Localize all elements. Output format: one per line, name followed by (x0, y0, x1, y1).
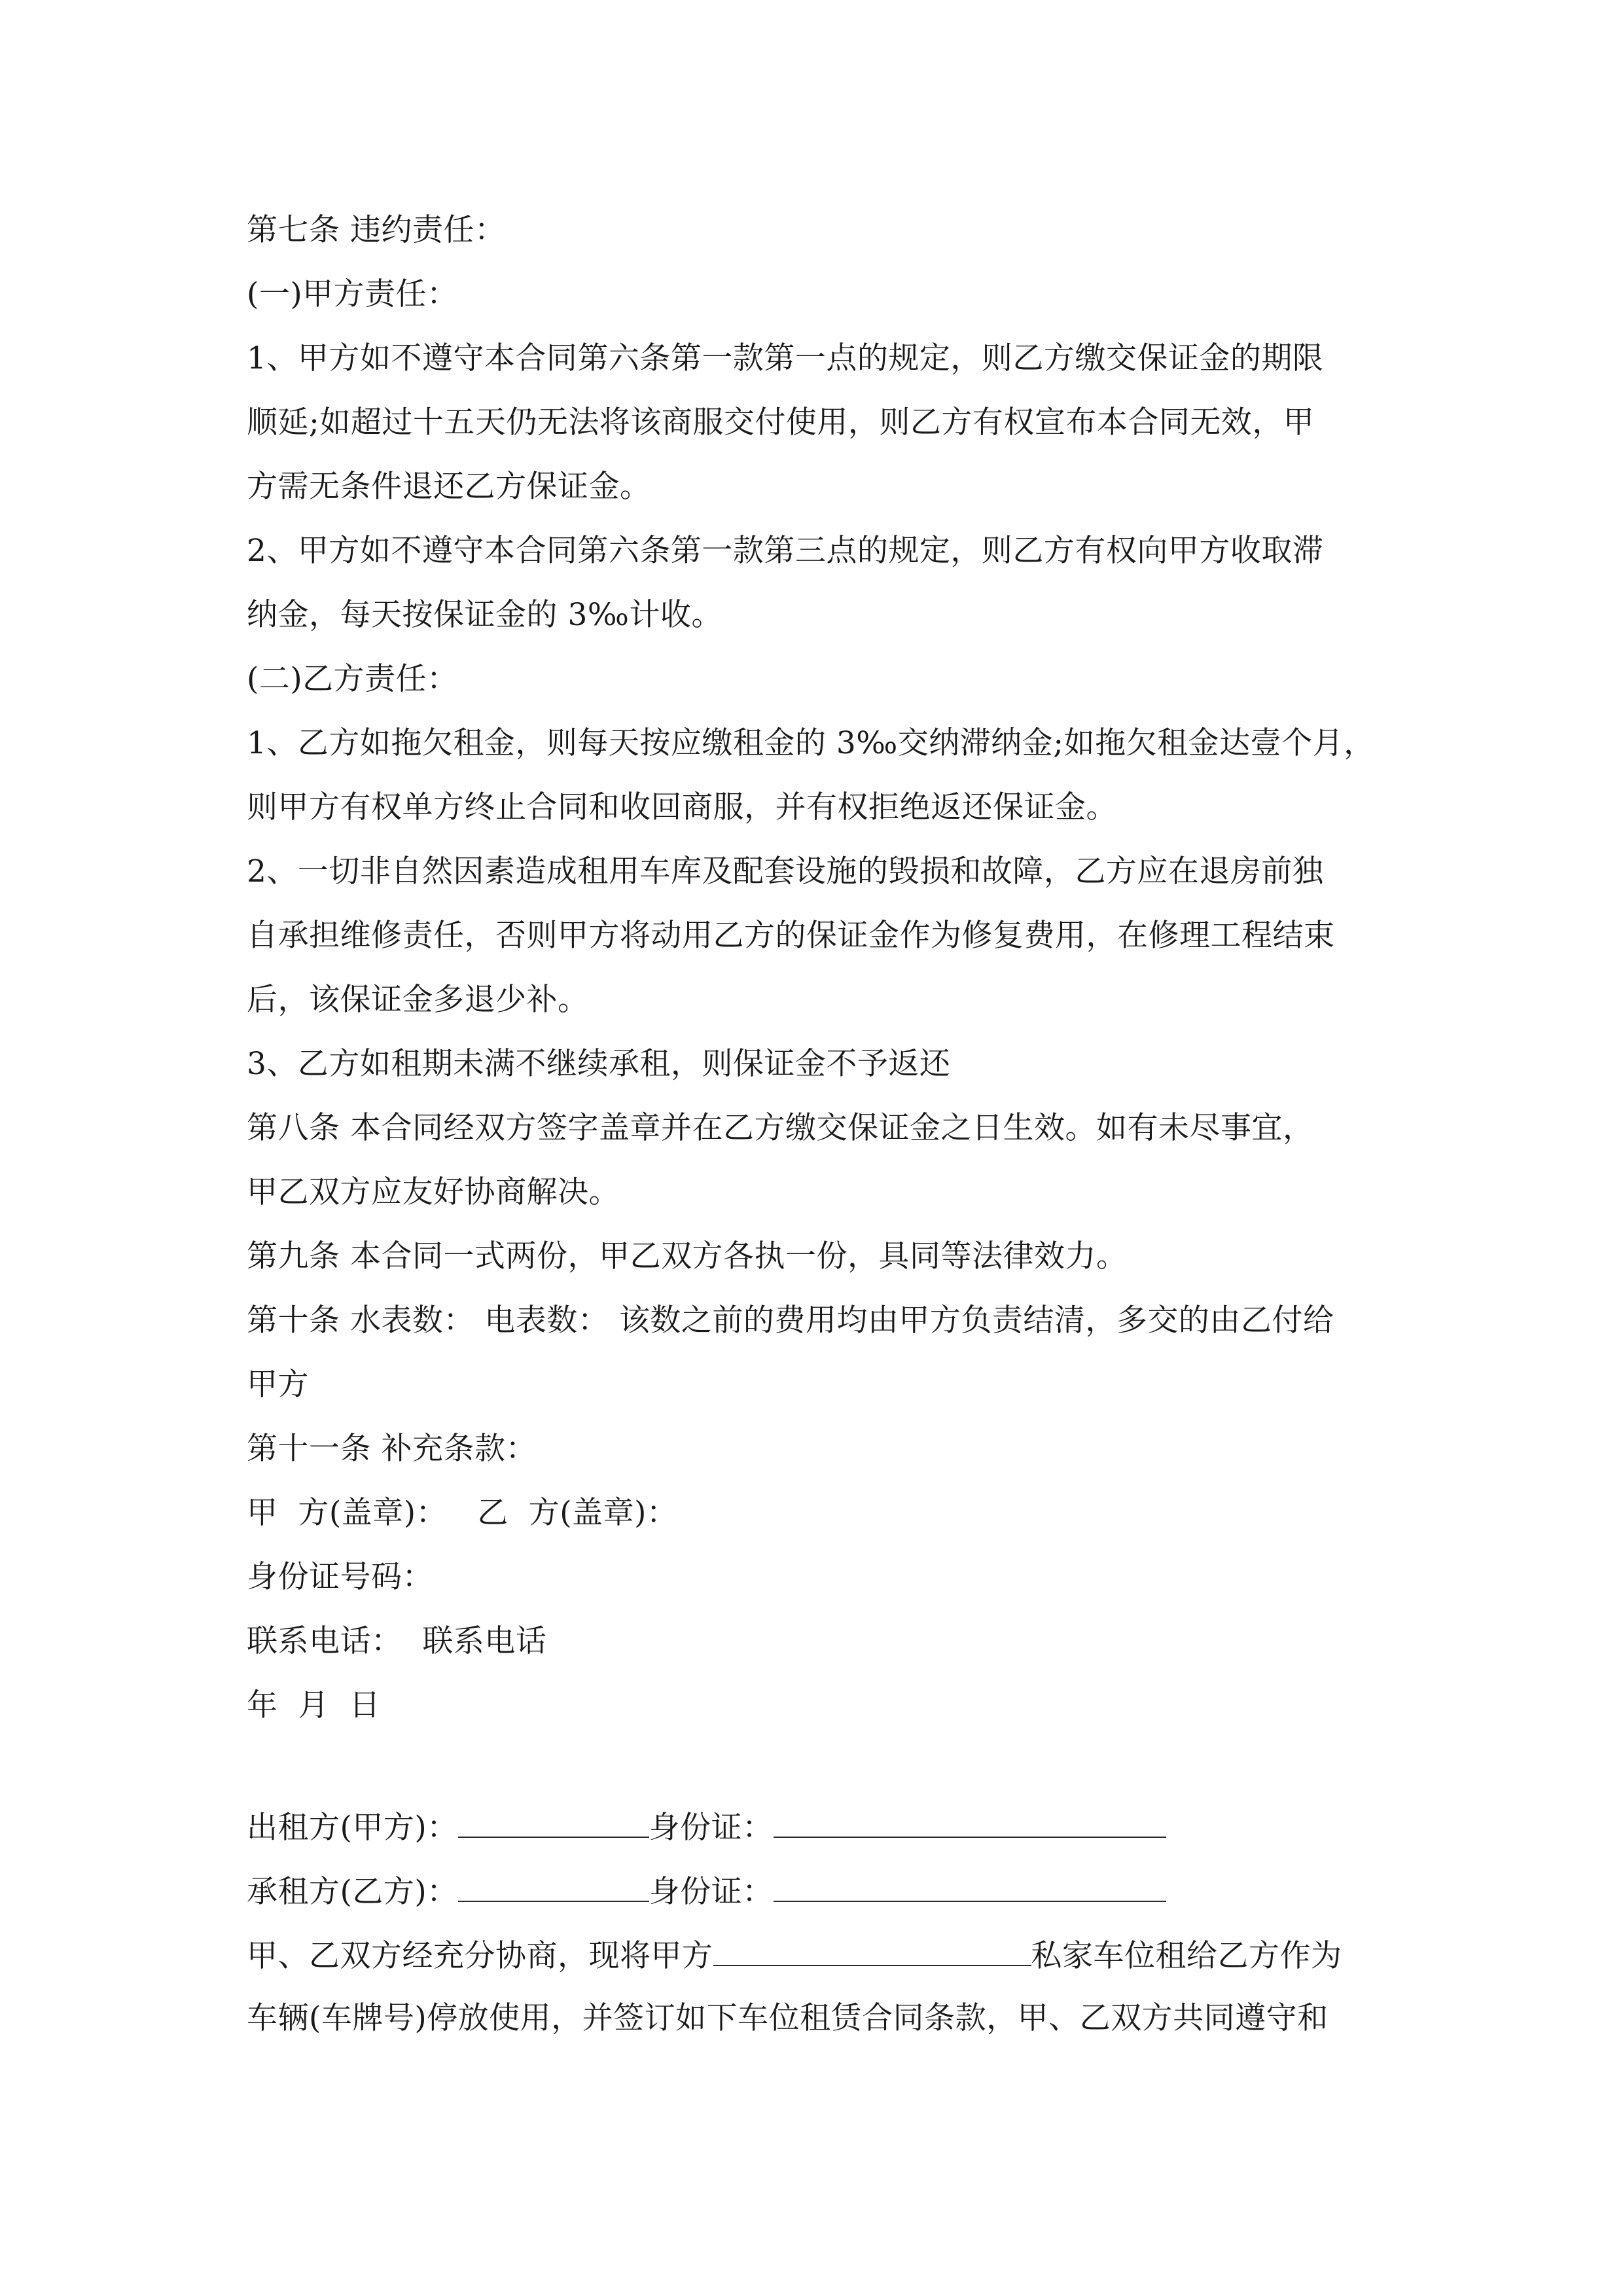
id-number-line: 身份证号码： (247, 1559, 433, 1595)
parking-location-blank[interactable] (713, 1935, 1031, 1966)
paragraph-line: 方需无条件退还乙方保证金。 (247, 469, 651, 505)
intro-line (247, 1935, 1342, 1976)
paragraph-line: 3、乙方如租期未满不继续承租，则保证金不予返还 (247, 1046, 951, 1082)
article-8-line: 第八条 本合同经双方签字盖章并在乙方缴交保证金之日生效。如有未尽事宜， (247, 1110, 1314, 1146)
lessee-name-blank[interactable] (458, 1871, 649, 1902)
paragraph-line: 则甲方有权单方终止合同和收回商服，并有权拒绝返还保证金。 (247, 789, 1117, 825)
article-9-line: 第九条 本合同一式两份，甲乙双方各执一份，具同等法律效力。 (247, 1238, 1128, 1274)
paragraph-line: 1、乙方如拖欠租金，则每天按应缴租金的 3‰交纳滞纳金;如拖欠租金达壹个月， (247, 725, 1375, 761)
lessee-id-label: 身份证： (649, 1874, 774, 1910)
lessor-id-blank[interactable] (774, 1806, 1166, 1838)
party-a-liability-heading: (一)甲方责任： (247, 276, 458, 312)
contact-phone-line: 联系电话： 联系电话 (247, 1623, 547, 1659)
paragraph-line: 甲方 (247, 1367, 309, 1403)
paragraph-line: 1、甲方如不遵守本合同第六条第一款第一点的规定，则乙方缴交保证金的期限 (247, 340, 1324, 376)
lessor-id-label: 身份证： (649, 1810, 774, 1846)
lessor-label: 出租方(甲方)： (247, 1810, 458, 1846)
paragraph-line: 甲乙双方应友好协商解决。 (247, 1174, 620, 1210)
article-7-heading: 第七条 违约责任： (247, 212, 506, 248)
article-10-line: 第十条 水表数： 电表数： 该数之前的费用均由甲方负责结清，多交的由乙付给 (247, 1302, 1334, 1338)
lessee-line (247, 1871, 1166, 1912)
paragraph-line: 2、一切非自然因素造成租用车库及配套设施的毁损和故障，乙方应在退房前独 (247, 853, 1324, 889)
intro-line-2: 车辆(车牌号)停放使用，并签订如下车位租赁合同条款，甲、乙双方共同遵守和 (247, 2000, 1329, 2036)
paragraph-line: 顺延;如超过十五天仍无法将该商服交付使用，则乙方有权宣布本合同无效，甲 (247, 404, 1315, 440)
paragraph-line: 后，该保证金多退少补。 (247, 982, 589, 1018)
paragraph-line: 纳金，每天按保证金的 3‰计收。 (247, 597, 722, 633)
intro-text-1: 甲、乙双方经充分协商，现将甲方 (247, 1938, 713, 1974)
lessee-label: 承租方(乙方)： (247, 1874, 458, 1910)
paragraph-line: 自承担维修责任，否则甲方将动用乙方的保证金作为修复费用，在修理工程结束 (247, 918, 1335, 954)
date-line: 年 月 日 (247, 1687, 381, 1723)
lessor-name-blank[interactable] (458, 1806, 649, 1838)
party-b-liability-heading: (二)乙方责任： (247, 661, 458, 697)
intro-text-2: 私家车位租给乙方作为 (1031, 1938, 1342, 1974)
lessor-line (247, 1806, 1166, 1848)
paragraph-line: 2、甲方如不遵守本合同第六条第一款第三点的规定，则乙方有权向甲方收取滞 (247, 533, 1324, 569)
lessee-id-blank[interactable] (774, 1871, 1166, 1902)
seal-line: 甲 方(盖章)： 乙 方(盖章)： (247, 1495, 678, 1531)
article-11-heading: 第十一条 补充条款： (247, 1431, 537, 1467)
